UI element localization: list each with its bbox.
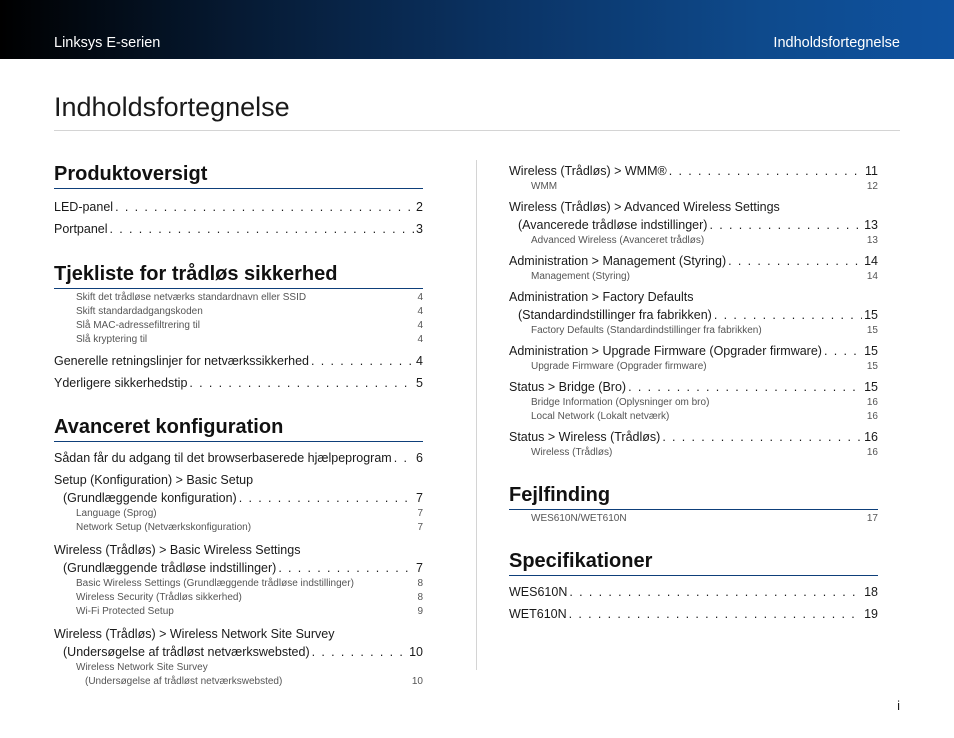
toc-entry-page: 7: [416, 561, 423, 575]
toc-subentry-text: Wireless (Trådløs): [531, 447, 613, 458]
toc-entry[interactable]: [54, 352, 423, 370]
section-heading-specifikationer[interactable]: Specifikationer: [509, 549, 878, 576]
toc-subentry[interactable]: [509, 360, 878, 374]
toc-subentry[interactable]: [509, 180, 878, 194]
toc-entry-text: Wireless (Trådløs) > Wireless Network Site Survey: [54, 627, 335, 641]
toc-entry[interactable]: [509, 252, 878, 270]
toc-subentry-page: 16: [866, 411, 878, 422]
toc-subentry-page: 8: [417, 578, 423, 589]
toc-subentry[interactable]: [54, 661, 423, 675]
toc-subentry-page: 4: [417, 306, 423, 317]
toc-entry[interactable]: [509, 378, 878, 396]
toc-subentry-text: WMM: [531, 181, 558, 192]
toc-entry-text-cont: (Standardindstillinger fra fabrikken): [518, 308, 712, 322]
toc-subentry-text: Basic Wireless Settings (Grundlæggende trådløse indstillinger): [76, 578, 354, 589]
toc-subentry-text: Upgrade Firmware (Opgrader firmware): [531, 361, 707, 372]
toc-subentry-text: Management (Styring): [531, 271, 630, 282]
toc-entry[interactable]: [509, 428, 878, 446]
page-title: Indholdsfortegnelse: [54, 92, 290, 122]
toc-entry[interactable]: [509, 288, 878, 324]
toc-entry-page: 18: [864, 585, 878, 599]
toc-subentry-text: WES610N/WET610N: [531, 513, 627, 524]
toc-subentry-page: 7: [417, 522, 423, 533]
toc-entry-text: Administration > Upgrade Firmware (Opgrader firmware): [509, 344, 822, 358]
toc-entry[interactable]: [509, 605, 878, 623]
toc-subentry[interactable]: [54, 291, 423, 305]
toc-subentry-text: Skift standardadgangskoden: [76, 306, 203, 317]
toc-subentry-text: Slå MAC-adressefiltrering til: [76, 320, 200, 331]
toc-entry-page: 10: [409, 645, 423, 659]
toc-entry-text-cont: (Grundlæggende trådløse indstillinger): [63, 561, 277, 575]
toc-entry-text-cont: (Undersøgelse af trådløst netværkswebsted): [63, 645, 310, 659]
toc-subentry[interactable]: [54, 591, 423, 605]
toc-entry-text: LED-panel: [54, 200, 114, 214]
toc-left-column: [54, 162, 423, 689]
toc-entry-page: 3: [416, 222, 423, 236]
toc-subentry-page: 4: [417, 292, 423, 303]
toc-subentry-page: 17: [866, 513, 878, 524]
section-heading-fejlfinding[interactable]: Fejlfinding: [509, 483, 878, 510]
toc-subentry[interactable]: [54, 675, 423, 689]
toc-entry-page: 4: [416, 354, 423, 368]
toc-entry-text-cont: (Avancerede trådløse indstillinger): [518, 218, 708, 232]
toc-subentry-text: Network Setup (Netværkskonfiguration): [76, 522, 252, 533]
toc-subentry[interactable]: [54, 333, 423, 347]
toc-entry[interactable]: [509, 583, 878, 601]
toc-subentry[interactable]: [54, 507, 423, 521]
toc-entry[interactable]: [54, 625, 423, 661]
toc-entry-text: Portpanel: [54, 222, 108, 236]
toc-entry-text: WES610N: [509, 585, 568, 599]
toc-subentry-text: Wi-Fi Protected Setup: [76, 606, 174, 617]
page-header: [0, 0, 954, 59]
toc-subentry[interactable]: [509, 446, 878, 460]
toc-subentry-page: 4: [417, 334, 423, 345]
toc-subentry-page: 4: [417, 320, 423, 331]
toc-subentry[interactable]: [54, 319, 423, 333]
section-heading-avanceret[interactable]: Avanceret konfiguration: [54, 415, 423, 442]
toc-entry[interactable]: [54, 449, 423, 467]
toc-entry-page: 2: [416, 200, 423, 214]
toc-subentry[interactable]: [509, 324, 878, 338]
toc-right-column: [509, 162, 878, 623]
page-number: i: [897, 698, 900, 713]
toc-entry-text: Sådan får du adgang til det browserbaserede hjælpeprogram: [54, 451, 392, 465]
toc-subentry-text: Slå kryptering til: [76, 334, 148, 345]
toc-subentry-page: 13: [866, 235, 878, 246]
toc-entry-text: Wireless (Trådløs) > Basic Wireless Settings: [54, 543, 301, 557]
toc-subentry[interactable]: [54, 521, 423, 535]
toc-entry[interactable]: [54, 471, 423, 507]
toc-entry[interactable]: [54, 198, 423, 216]
toc-entry-text: Status > Wireless (Trådløs): [509, 430, 661, 444]
toc-entry-text: WET610N: [509, 607, 567, 621]
toc-entry-text: Yderligere sikkerhedstip: [54, 376, 188, 390]
title-divider: [54, 130, 900, 131]
section-label: Indholdsfortegnelse: [773, 35, 900, 51]
toc-entry-text: Wireless (Trådløs) > WMM®: [509, 164, 667, 178]
toc-subentry[interactable]: [509, 410, 878, 424]
toc-entry-text-cont: (Grundlæggende konfiguration): [63, 491, 237, 505]
toc-subentry[interactable]: [54, 305, 423, 319]
toc-subentry[interactable]: [509, 270, 878, 284]
toc-subentry[interactable]: [509, 512, 878, 526]
toc-entry-page: 19: [864, 607, 878, 621]
toc-entry[interactable]: [509, 342, 878, 360]
toc-subentry-page: 10: [411, 676, 423, 687]
toc-subentry[interactable]: [54, 577, 423, 591]
toc-entry[interactable]: [54, 220, 423, 238]
section-heading-tjekliste[interactable]: Tjekliste for trådløs sikkerhed: [54, 262, 423, 289]
toc-subentry[interactable]: [54, 605, 423, 619]
toc-entry-text: Administration > Management (Styring): [509, 254, 727, 268]
toc-subentry-text: Advanced Wireless (Avanceret trådløs): [531, 235, 705, 246]
toc-entry-page: 15: [864, 308, 878, 322]
toc-entry-page: 6: [416, 451, 423, 465]
toc-subentry-text: Factory Defaults (Standardindstillinger fra fabrikken): [531, 325, 762, 336]
toc-subentry-page: 9: [417, 606, 423, 617]
toc-subentry-page: 12: [866, 181, 878, 192]
toc-entry-text: Status > Bridge (Bro): [509, 380, 627, 394]
toc-entry-page: 11: [865, 164, 878, 178]
toc-entry[interactable]: [509, 198, 878, 234]
toc-subentry-page: 7: [417, 508, 423, 519]
brand-label: Linksys E-serien: [54, 35, 161, 51]
toc-entry-page: 15: [864, 344, 878, 358]
toc-entry-page: 15: [864, 380, 878, 394]
toc-subentry[interactable]: [509, 396, 878, 410]
toc-entry[interactable]: [54, 541, 423, 577]
section-heading-produktoversigt[interactable]: Produktoversigt: [54, 162, 423, 189]
toc-subentry-page: 8: [417, 592, 423, 603]
toc-subentry-page: 15: [866, 361, 878, 372]
toc-entry-text: Administration > Factory Defaults: [509, 290, 694, 304]
toc-subentry-text: Wireless Network Site Survey: [76, 662, 208, 673]
toc-subentry[interactable]: [509, 234, 878, 248]
toc-entry-page: 16: [864, 430, 878, 444]
toc-subentry-text: Language (Sprog): [76, 508, 157, 519]
toc-subentry-text: Wireless Security (Trådløs sikkerhed): [76, 592, 242, 603]
toc-entry-text: Generelle retningslinjer for netværkssikkerhed: [54, 354, 309, 368]
toc-entry-page: 14: [864, 254, 878, 268]
toc-subentry-text: Bridge Information (Oplysninger om bro): [531, 397, 710, 408]
toc-subentry-text: Skift det trådløse netværks standardnavn eller SSID: [76, 292, 307, 303]
toc-subentry-text: (Undersøgelse af trådløst netværkswebsted): [85, 676, 283, 687]
toc-entry[interactable]: [54, 374, 423, 392]
column-divider: [476, 160, 477, 670]
toc-subentry-page: 16: [866, 447, 878, 458]
toc-subentry-page: 16: [866, 397, 878, 408]
toc-entry[interactable]: [509, 162, 878, 180]
toc-subentry-text: Local Network (Lokalt netværk): [531, 411, 670, 422]
toc-entry-page: 13: [864, 218, 878, 232]
toc-entry-text: Wireless (Trådløs) > Advanced Wireless Settings: [509, 200, 780, 214]
toc-entry-page: 5: [416, 376, 423, 390]
toc-subentry-page: 14: [866, 271, 878, 282]
toc-subentry-page: 15: [866, 325, 878, 336]
toc-entry-page: 7: [416, 491, 423, 505]
toc-entry-text: Setup (Konfiguration) > Basic Setup: [54, 473, 254, 487]
